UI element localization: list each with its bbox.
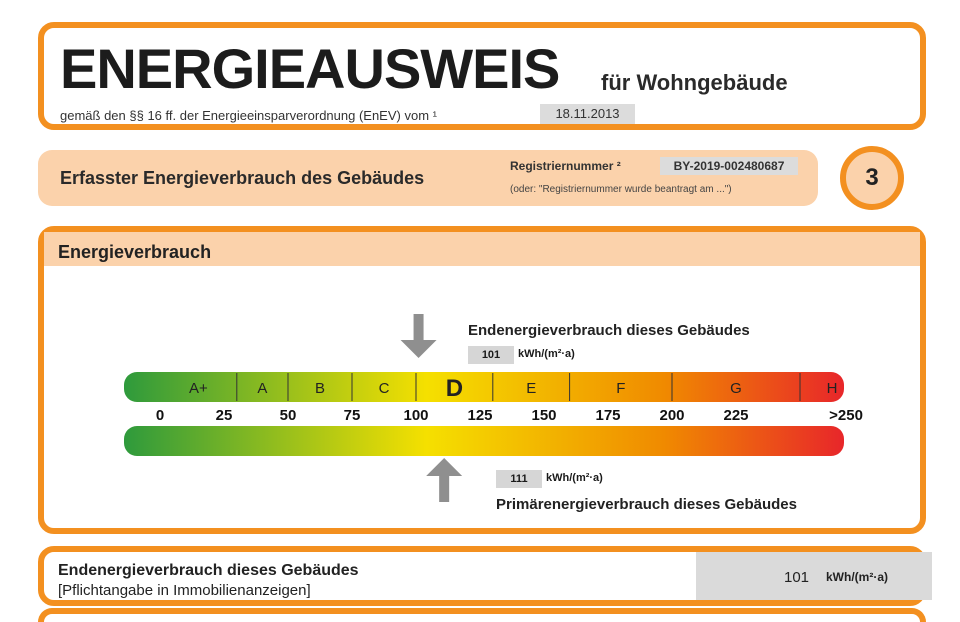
end-energy-unit: kWh/(m²·a): [518, 348, 575, 360]
section-bar: [38, 150, 818, 206]
regulation-date: 18.11.2013: [540, 104, 635, 124]
scale-tick-label: 200: [659, 407, 685, 424]
law-reference: gemäß den §§ 16 ff. der Energieeinsparverordnung (EnEV) vom ¹: [60, 108, 437, 123]
primary-energy-title: Primärenergieverbrauch dieses Gebäudes: [496, 496, 797, 513]
energy-panel-title: Energieverbrauch: [58, 242, 212, 262]
document-header: [38, 22, 926, 130]
scale-tick-label: 100: [403, 407, 429, 424]
energy-class-g: G: [730, 380, 742, 397]
scale-tick-label: 225: [723, 407, 749, 424]
energy-class-f: F: [616, 380, 626, 397]
mandatory-value-area: [696, 552, 932, 600]
mandatory-info-box: [38, 546, 926, 606]
next-section-edge: [38, 608, 926, 622]
primary-energy-unit: kWh/(m²·a): [546, 472, 603, 484]
energy-class-c: C: [378, 380, 390, 397]
scale-tick-label: 25: [215, 407, 233, 424]
energy-class-e: E: [526, 380, 537, 397]
scale-tick-label: 0: [155, 407, 165, 424]
primary-energy-value: 111: [496, 470, 542, 488]
mandatory-info-title: Endenergieverbrauch dieses Gebäudes: [58, 562, 359, 579]
energy-class-aplus: A+: [189, 380, 208, 397]
scale-tick-label: >250: [829, 407, 863, 424]
mandatory-value: 101: [784, 569, 810, 586]
scale-tick-label: 150: [531, 407, 557, 424]
scale-bottom-bar: [124, 426, 844, 456]
end-energy-value: 101: [468, 346, 514, 364]
registration-label: Registriernummer ²: [510, 159, 621, 173]
scale-tick-label: 75: [343, 407, 361, 424]
scale-tick-label: 50: [279, 407, 297, 424]
energy-class-a: A: [257, 380, 268, 397]
document-title: ENERGIEAUSWEIS: [60, 37, 560, 100]
registration-note: (oder: "Registriernummer wurde beantragt am ..."): [510, 184, 732, 195]
energy-panel: [38, 226, 926, 534]
page-number-badge: 3: [840, 146, 904, 210]
energy-class-b: B: [314, 380, 326, 397]
mandatory-unit: kWh/(m²·a): [826, 570, 888, 584]
energy-class-h: H: [826, 380, 838, 397]
energy-scale: [120, 362, 863, 472]
energy-panel-header: [44, 232, 920, 266]
scale-tick-label: 175: [595, 407, 621, 424]
registration-number: BY-2019-002480687: [660, 157, 798, 175]
document-subtitle: für Wohngebäude: [601, 70, 788, 95]
section-title: Erfasster Energieverbrauch des Gebäudes: [60, 168, 425, 188]
scale-tick-label: 125: [467, 407, 493, 424]
mandatory-info-note: [Pflichtangabe in Immobilienanzeigen]: [58, 582, 311, 599]
energy-class-d: D: [445, 375, 464, 402]
end-energy-title: Endenergieverbrauch dieses Gebäudes: [468, 322, 750, 339]
